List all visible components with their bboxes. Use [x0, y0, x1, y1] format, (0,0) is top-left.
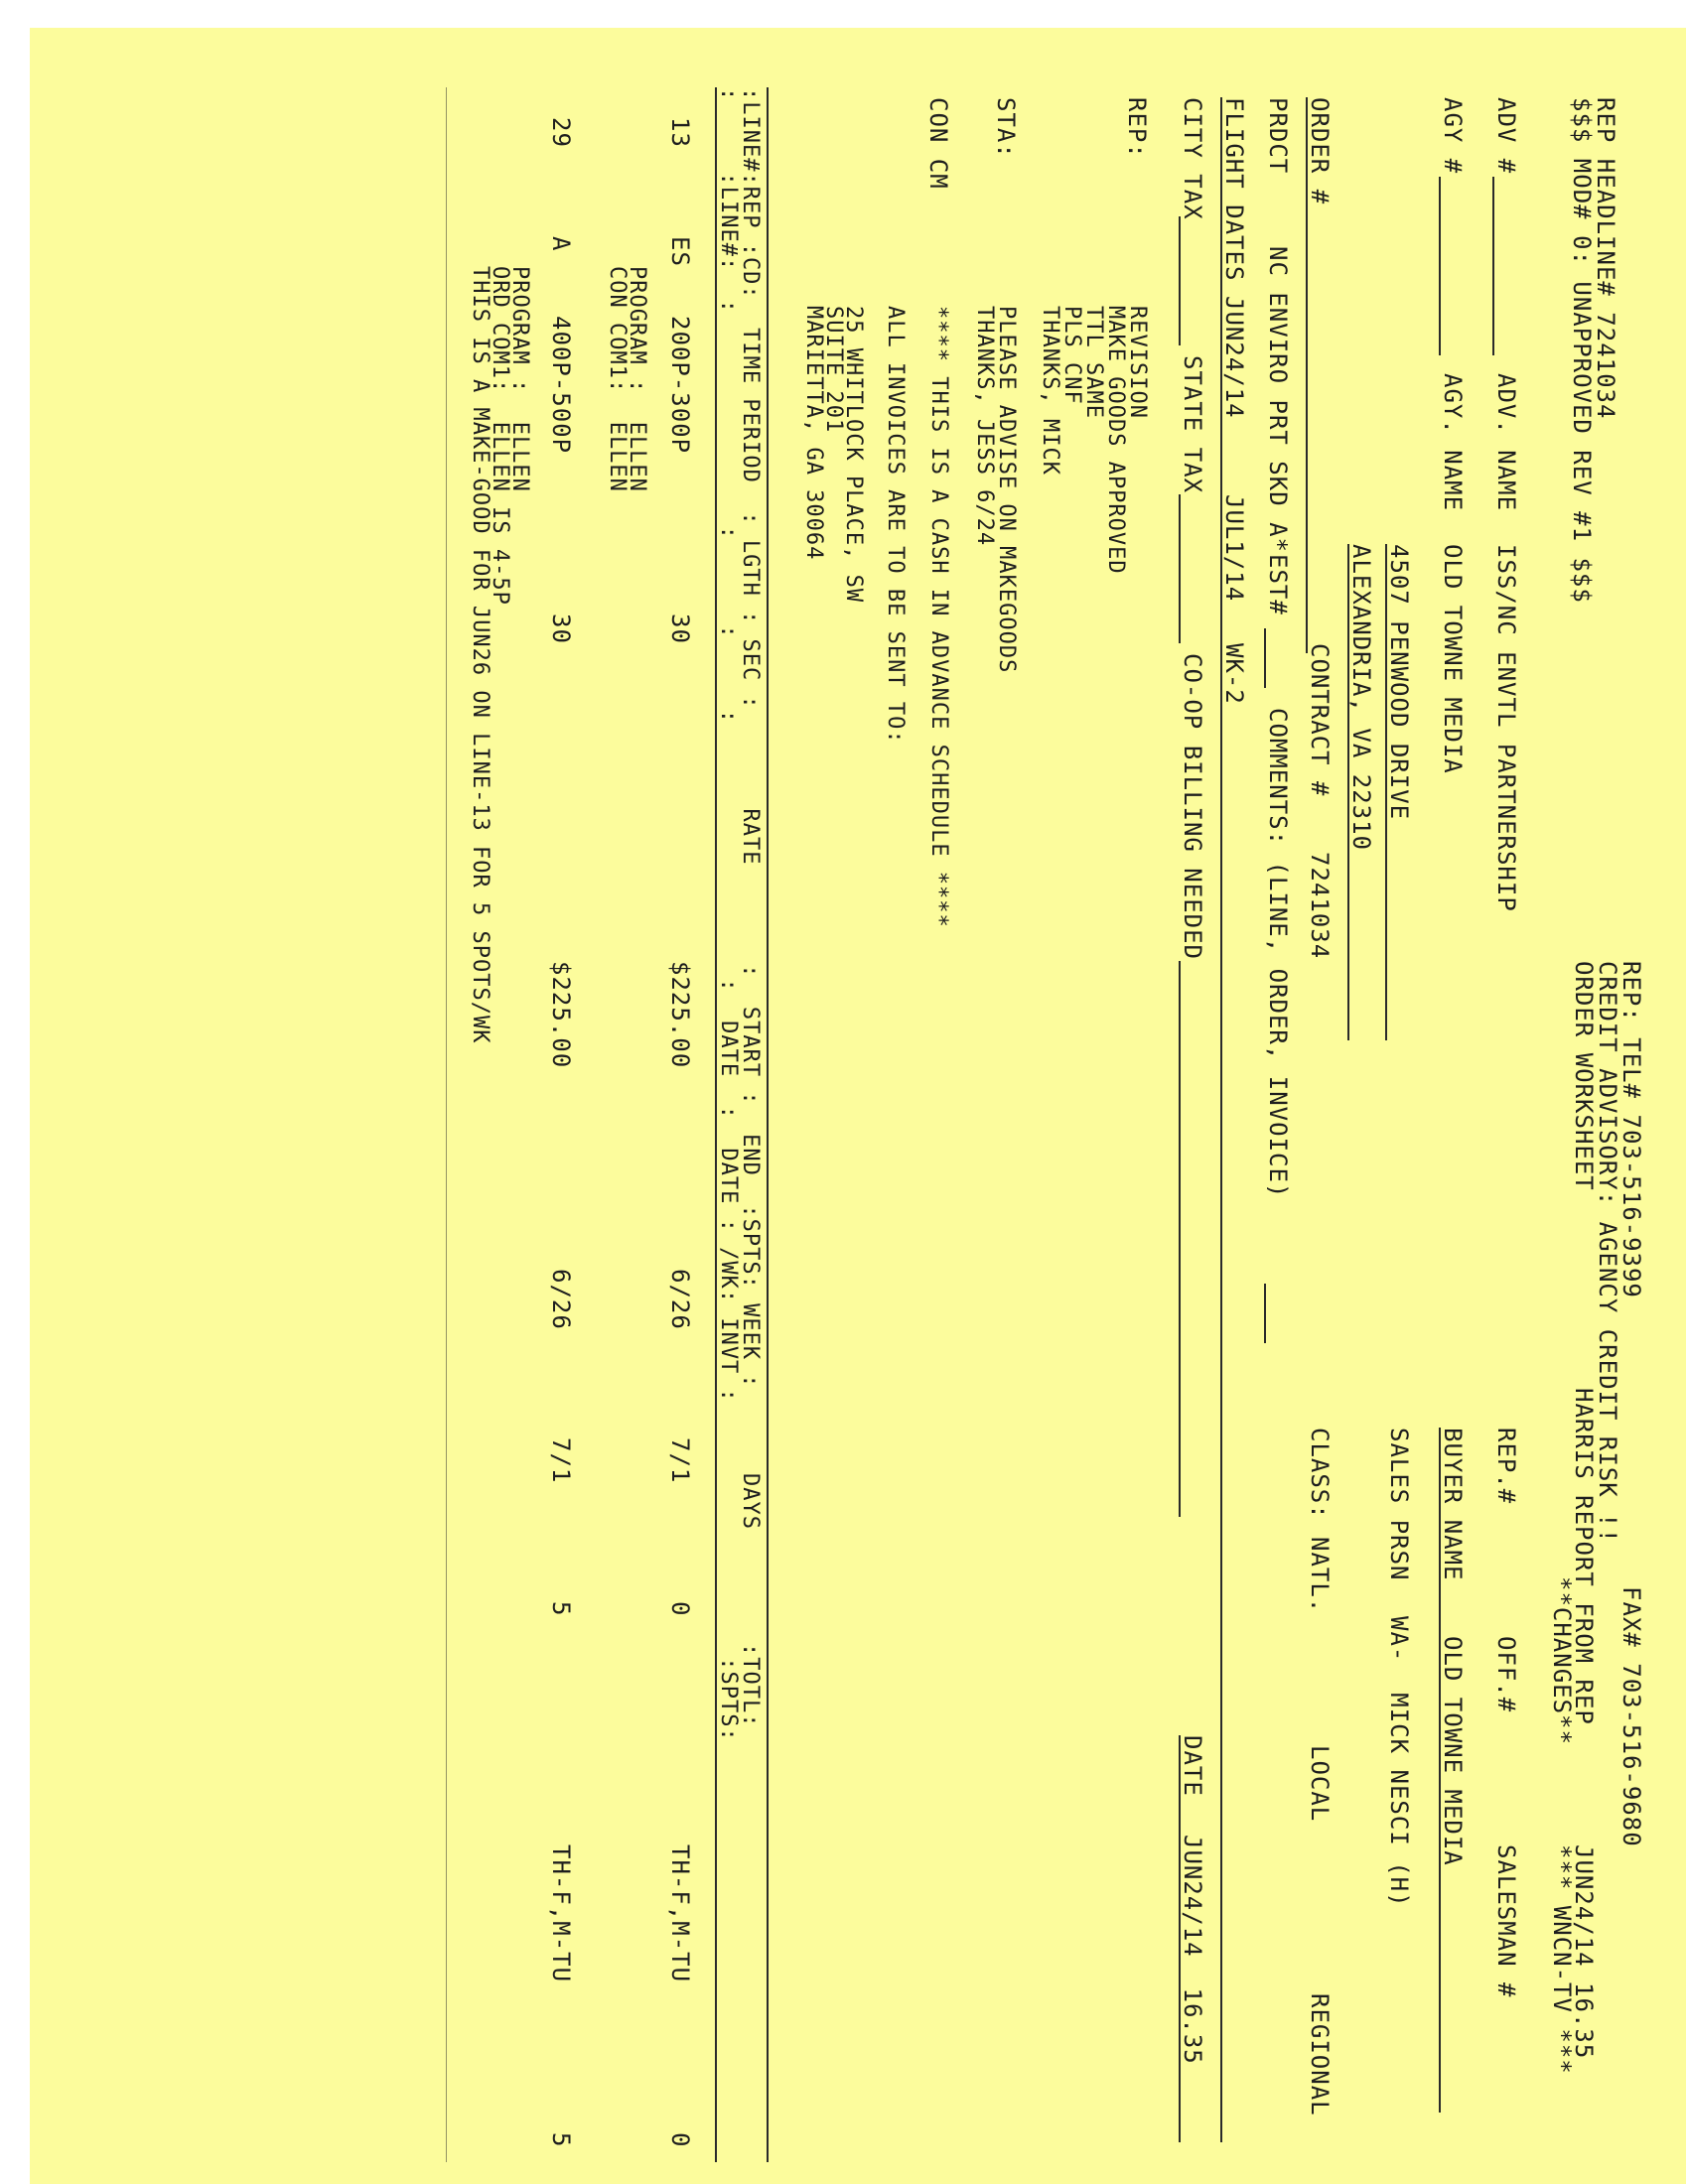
rep-number-label: REP.#: [1492, 1428, 1520, 1505]
buyer-name: OLD TOWNE MEDIA: [1439, 1636, 1467, 1866]
start-date: 6/26: [666, 1269, 694, 1330]
days: TH-F,M-TU: [666, 1844, 694, 1983]
order-worksheet-title: ORDER WORKSHEET: [1570, 961, 1598, 1191]
rotated-worksheet: [30, 58, 1645, 2182]
table-bottom-rule: [446, 87, 447, 2162]
total-spots: 0: [666, 2132, 694, 2148]
class-regional: REGIONAL: [1306, 1993, 1334, 2116]
start-date: 6/26: [547, 1269, 575, 1330]
class-label: CLASS:: [1306, 1428, 1334, 1520]
city-tax-label: CITY TAX: [1179, 97, 1206, 220]
state-tax-label: STATE TAX: [1179, 355, 1206, 494]
harris-report: HARRIS REPORT FROM REP: [1570, 1388, 1598, 1725]
cd-code: A: [547, 236, 575, 252]
table-header-row-2: : :LINE#: : : : : : DATE : DATE : /WK: INVT : :SPTS:: [716, 87, 741, 1742]
buyer-underline: [1439, 1428, 1441, 2113]
mod-line: $$$ MOD# 0: UNAPPROVED REV #1 $$$: [1568, 97, 1596, 604]
spots-per-week: 0: [666, 1601, 694, 1617]
flight-weeks: WK-2: [1220, 643, 1248, 705]
contract-number: 7241034: [1306, 852, 1334, 960]
contract-label: CONTRACT #: [1306, 643, 1334, 797]
rate: $225.00: [666, 961, 694, 1069]
con-cm-line: 25 WHITLOCK PLACE, SW: [841, 306, 866, 604]
rep-comment-label: REP:: [1123, 97, 1151, 159]
coop-underline: [1179, 961, 1181, 1517]
changes-flag: **CHANGES**: [1548, 1576, 1576, 1745]
con-cm-label: CON CM: [924, 97, 952, 190]
product-name: NC ENVIRO PRT SKD A*: [1264, 246, 1292, 553]
agency-address-1: 4507 PENWOOD DRIVE: [1385, 544, 1413, 821]
rep-comment-line: REVISION: [1125, 306, 1150, 419]
table-header-rule: [715, 87, 717, 2162]
line-number: 29: [547, 117, 575, 148]
end-date: 7/1: [547, 1437, 575, 1484]
worksheet-page: [30, 28, 1686, 2184]
off-number-label: OFF.#: [1492, 1636, 1520, 1713]
agy-name: OLD TOWNE MEDIA: [1439, 544, 1467, 774]
end-date: 7/1: [666, 1437, 694, 1484]
flight-start: JUN24/14: [1220, 296, 1248, 419]
adv-name-label: ADV. NAME: [1492, 373, 1520, 512]
address-2-underline: [1347, 544, 1349, 1040]
report-date-time: JUN24/14 16.35: [1570, 1844, 1598, 2060]
sales-person: WA- MICK NESCI (H): [1385, 1616, 1413, 1908]
con-cm-line: MARIETTA, GA 30064: [801, 306, 826, 561]
adv-name: ISS/NC ENVTL PARTNERSHIP: [1492, 544, 1520, 912]
flight-end: JUL1/14: [1220, 494, 1248, 603]
credit-advisory: CREDIT ADVISORY: AGENCY CREDIT RISK !!: [1594, 961, 1621, 1545]
salesman-label: SALESMAN #: [1492, 1844, 1520, 1998]
row-detail: CON COM1: ELLEN: [605, 266, 630, 492]
time-period: 400P-500P: [547, 316, 575, 455]
line-number: 13: [666, 117, 694, 148]
comments-label: COMMENTS: (LINE, ORDER, INVOICE): [1264, 708, 1292, 1199]
coop-billing-label: CO-OP BILLING NEEDED: [1179, 653, 1206, 960]
agy-name-label: AGY. NAME: [1439, 373, 1467, 512]
agency-address-2: ALEXANDRIA, VA 22310: [1347, 544, 1375, 851]
address-1-underline: [1385, 544, 1387, 1040]
con-cm-line: ALL INVOICES ARE TO BE SENT TO:: [883, 306, 908, 745]
con-cm-line: SUITE 201: [821, 306, 846, 434]
cd-code: ES: [666, 236, 694, 267]
table-header-row-1: :LINE#:REP :CD: TIME PERIOD : LGTH : SEC : RATE : START : END :SPTS: WEEK : DAYS :TOTL:: [738, 87, 763, 1728]
rep-comment-line: PLS CNF: [1059, 306, 1084, 405]
row-detail: ORD COM1: ELLEN IS 4-5P: [488, 266, 512, 606]
date-label: DATE: [1179, 1735, 1206, 1797]
length: 30: [547, 614, 575, 644]
agy-label: AGY #: [1439, 97, 1467, 175]
row-detail: THIS IS A MAKE-GOOD FOR JUN26 ON LINE-13 FOR 5 SPOTS/WK: [468, 266, 492, 1044]
agy-number-line: [1439, 177, 1441, 355]
days: TH-F,M-TU: [547, 1844, 575, 1983]
state-tax-underline: [1179, 494, 1181, 643]
date-underline: [1179, 1735, 1181, 2142]
flight-divider: [1220, 97, 1222, 2142]
table-top-rule: [767, 87, 769, 2162]
adv-label: ADV #: [1492, 97, 1520, 175]
con-cm-line: **** THIS IS A CASH IN ADVANCE SCHEDULE ****: [926, 306, 951, 928]
flight-dates-label: FLIGHT DATES: [1220, 97, 1248, 282]
rep-headline: REP HEADLINE# 7241034: [1592, 97, 1619, 420]
total-spots: 5: [547, 2132, 575, 2148]
sales-person-label: SALES PRSN: [1385, 1428, 1413, 1581]
class-natl: NATL.: [1306, 1537, 1334, 1614]
spots-per-week: 5: [547, 1601, 575, 1617]
buyer-name-label: BUYER NAME: [1439, 1428, 1467, 1581]
order-underline: [1306, 97, 1308, 653]
rep-comment-line: TTL SAME: [1081, 306, 1106, 419]
est-label: EST#: [1264, 554, 1292, 615]
time-period: 200P-300P: [666, 316, 694, 455]
prdct-label: PRDCT: [1264, 97, 1292, 175]
length: 30: [666, 614, 694, 644]
class-local: LOCAL: [1306, 1745, 1334, 1823]
rate: $225.00: [547, 961, 575, 1069]
city-tax-underline: [1179, 216, 1181, 345]
est-underline: [1264, 628, 1266, 688]
fax-number: FAX# 703-516-9680: [1618, 1586, 1645, 1847]
rep-comment-line: MAKE GOODS APPROVED: [1103, 306, 1128, 575]
row-detail: PROGRAM : ELLEN: [507, 266, 532, 492]
order-label: ORDER #: [1306, 97, 1334, 205]
sta-comment-line: THANKS, JESS 6/24: [972, 306, 997, 547]
comments-underline: [1264, 1284, 1266, 1343]
row-detail: PROGRAM : ELLEN: [625, 266, 649, 492]
sta-comment-label: STA:: [992, 97, 1020, 159]
sta-comment-line: PLEASE ADVISE ON MAKEGOODS: [994, 306, 1019, 674]
station-call-sign: *** WNCN-TV ***: [1548, 1844, 1576, 2075]
rep-comment-line: THANKS, MICK: [1038, 306, 1062, 476]
date-value: JUN24/14 16.35: [1179, 1835, 1206, 2065]
adv-number-line: [1492, 177, 1494, 355]
rep-tel: REP: TEL# 703-516-9399: [1618, 961, 1645, 1298]
